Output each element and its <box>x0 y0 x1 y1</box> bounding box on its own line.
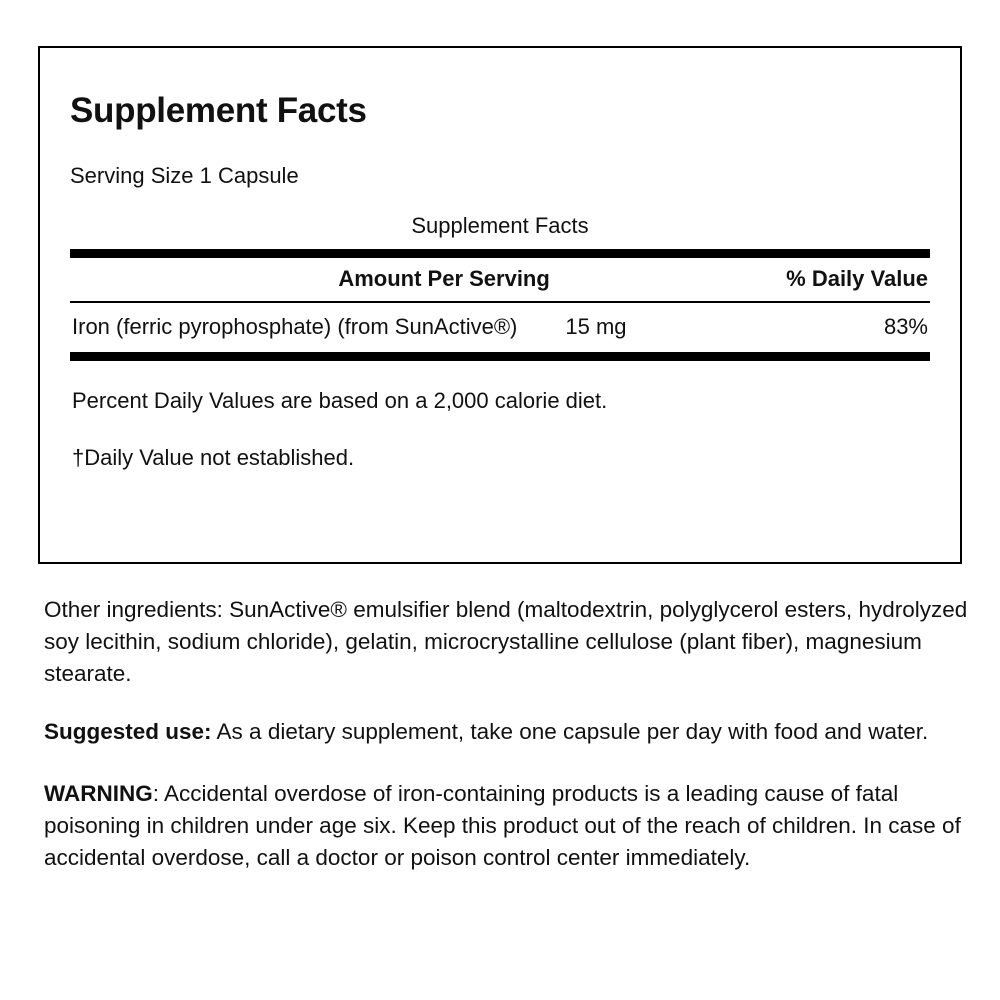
table-header-row <box>70 258 930 301</box>
suggested-use-text: As a dietary supplement, take one capsule per day with food and water. <box>211 718 929 744</box>
column-header-daily-value: % Daily Value <box>786 265 928 291</box>
column-header-amount: Amount Per Serving <box>338 265 550 291</box>
serving-size: Serving Size 1 Capsule <box>70 162 299 188</box>
panel-title: Supplement Facts <box>70 91 367 130</box>
table-row <box>70 303 930 352</box>
other-ingredients-paragraph: Other ingredients: SunActive® emulsifier blend (maltodextrin, polyglycerol esters, hydrolyzed soy lecithin, sodium chloride), gelatin, microcrystalline cellulose (plant fiber), magnesium stearate. <box>44 597 968 686</box>
footnote-not-established: †Daily Value not established. <box>72 445 355 471</box>
nutrient-name: Iron (ferric pyrophosphate) (from SunActive®) <box>72 313 518 339</box>
supplement-facts-panel <box>38 46 962 564</box>
nutrient-daily-value: 83% <box>883 313 928 339</box>
warning-paragraph <box>44 778 974 874</box>
suggested-use-paragraph <box>44 716 974 748</box>
warning-text: : Accidental overdose of iron-containing products is a leading cause of fatal poisoning in children under age six. Keep this product out of the reach of children. In case of accidental overdose, call a doctor or poison control center immediately. <box>44 780 961 870</box>
table-bottom-rule <box>70 352 930 361</box>
table-top-rule <box>70 249 930 258</box>
warning-label: WARNING <box>44 780 153 806</box>
panel-subtitle: Supplement Facts <box>411 212 589 238</box>
panel-inner <box>40 48 960 472</box>
nutrient-amount: 15 mg <box>565 313 627 339</box>
label-body-text <box>44 594 974 874</box>
suggested-use-label: Suggested use: <box>44 718 212 744</box>
footnote-daily-values: Percent Daily Values are based on a 2,000 calorie diet. <box>72 387 608 413</box>
